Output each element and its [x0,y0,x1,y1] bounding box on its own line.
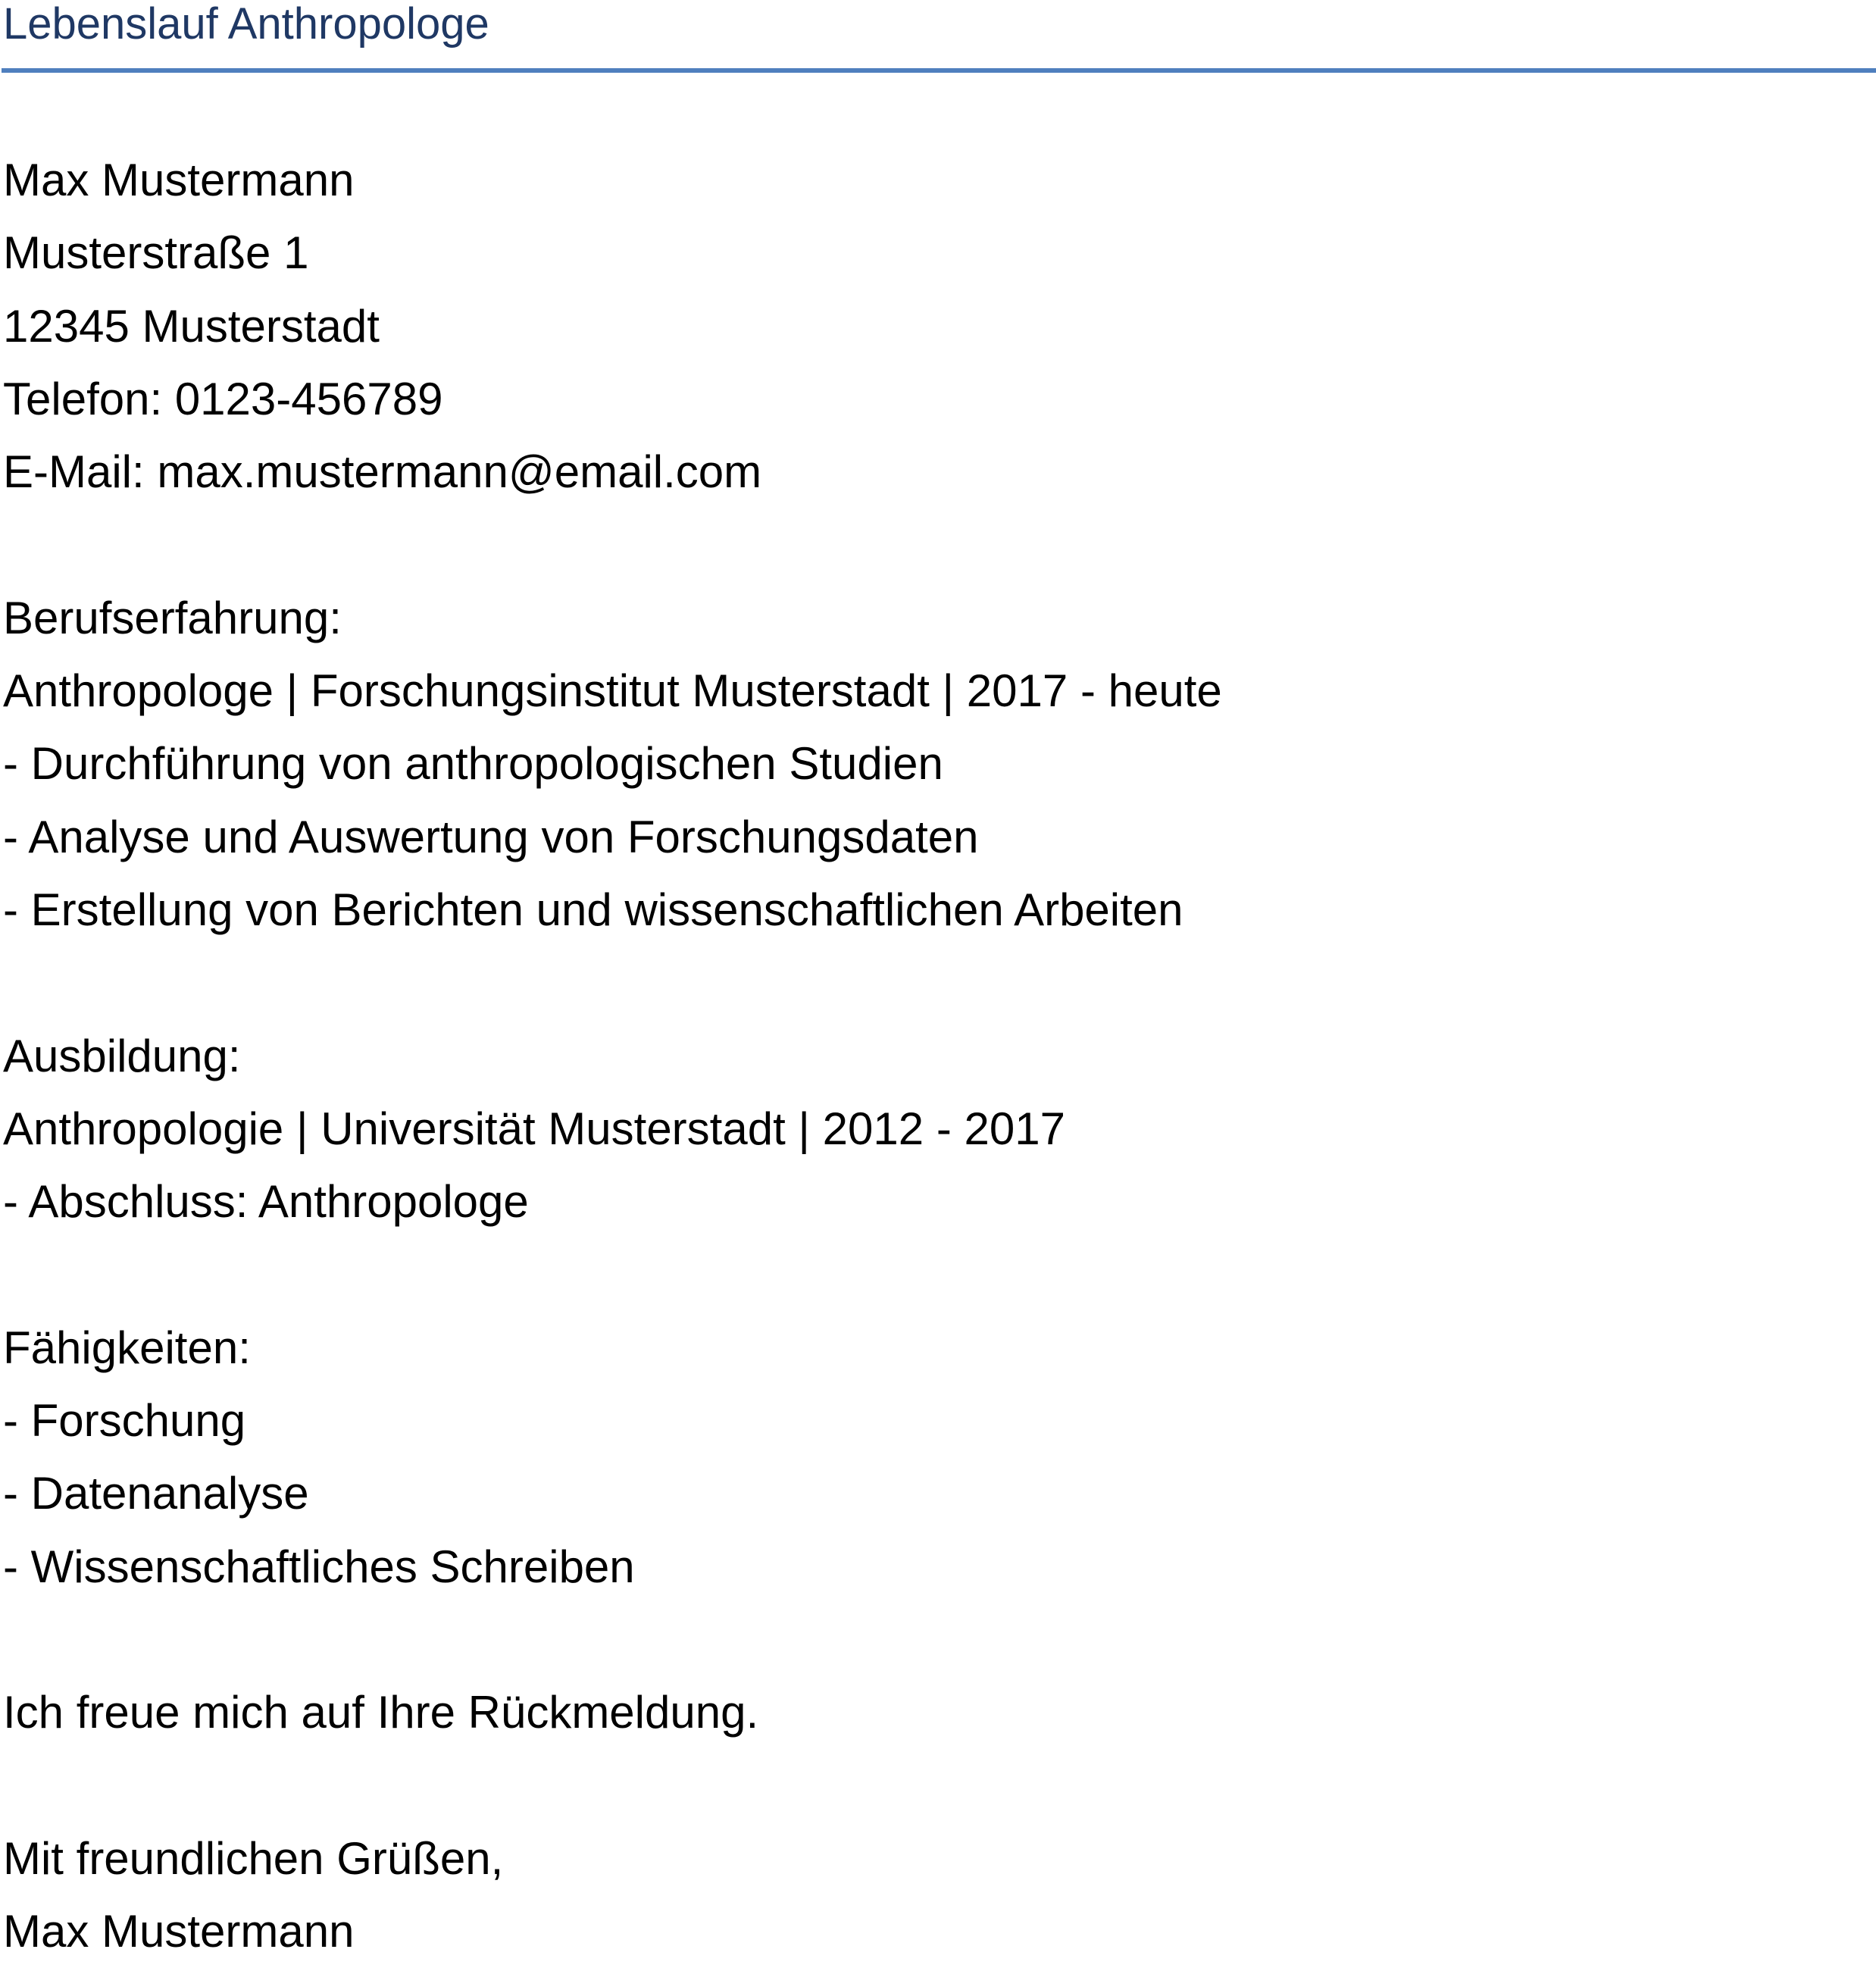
paragraph-spacer [3,946,1867,1019]
contact-phone: Telefon: 0123-456789 [3,373,443,424]
paragraph-spacer [3,508,1867,581]
contact-street: Musterstraße 1 [3,227,309,279]
title-underline-divider [2,68,1876,73]
experience-bullet: - Erstellung von Berichten und wissenschaftlichen Arbeiten [3,884,1183,935]
document-body [3,144,1867,1968]
closing-signature: Max Mustermann [3,1906,355,1957]
paragraph-spacer [3,1603,1867,1676]
experience-heading: Berufserfahrung: [3,592,342,643]
closing-salutation: Mit freundlichen Grüßen, [3,1832,504,1884]
education-program: Anthropologie | Universität Musterstadt | 2012 - 2017 [3,1103,1065,1154]
paragraph-spacer [3,1238,1867,1311]
paragraph-spacer [3,1750,1867,1823]
contact-name: Max Mustermann [3,155,355,205]
contact-email: E-Mail: max.mustermann@email.com [3,446,762,498]
contact-city: 12345 Musterstadt [3,300,380,352]
skills-heading: Fähigkeiten: [3,1322,251,1373]
experience-position: Anthropologe | Forschungsinstitut Musterstadt | 2017 - heute [3,665,1222,717]
education-bullet: - Abschluss: Anthropologe [3,1176,529,1228]
experience-bullet: - Durchführung von anthropologischen Studien [3,738,943,790]
experience-bullet: - Analyse und Auswertung von Forschungsdaten [3,811,979,862]
skills-item: - Datenanalyse [3,1468,309,1519]
skills-item: - Forschung [3,1395,246,1447]
education-heading: Ausbildung: [3,1030,241,1081]
document-title: Lebenslauf Anthropologe [3,0,489,48]
closing-sentence: Ich freue mich auf Ihre Rückmeldung. [3,1687,759,1738]
skills-item: - Wissenschaftliches Schreiben [3,1541,635,1592]
